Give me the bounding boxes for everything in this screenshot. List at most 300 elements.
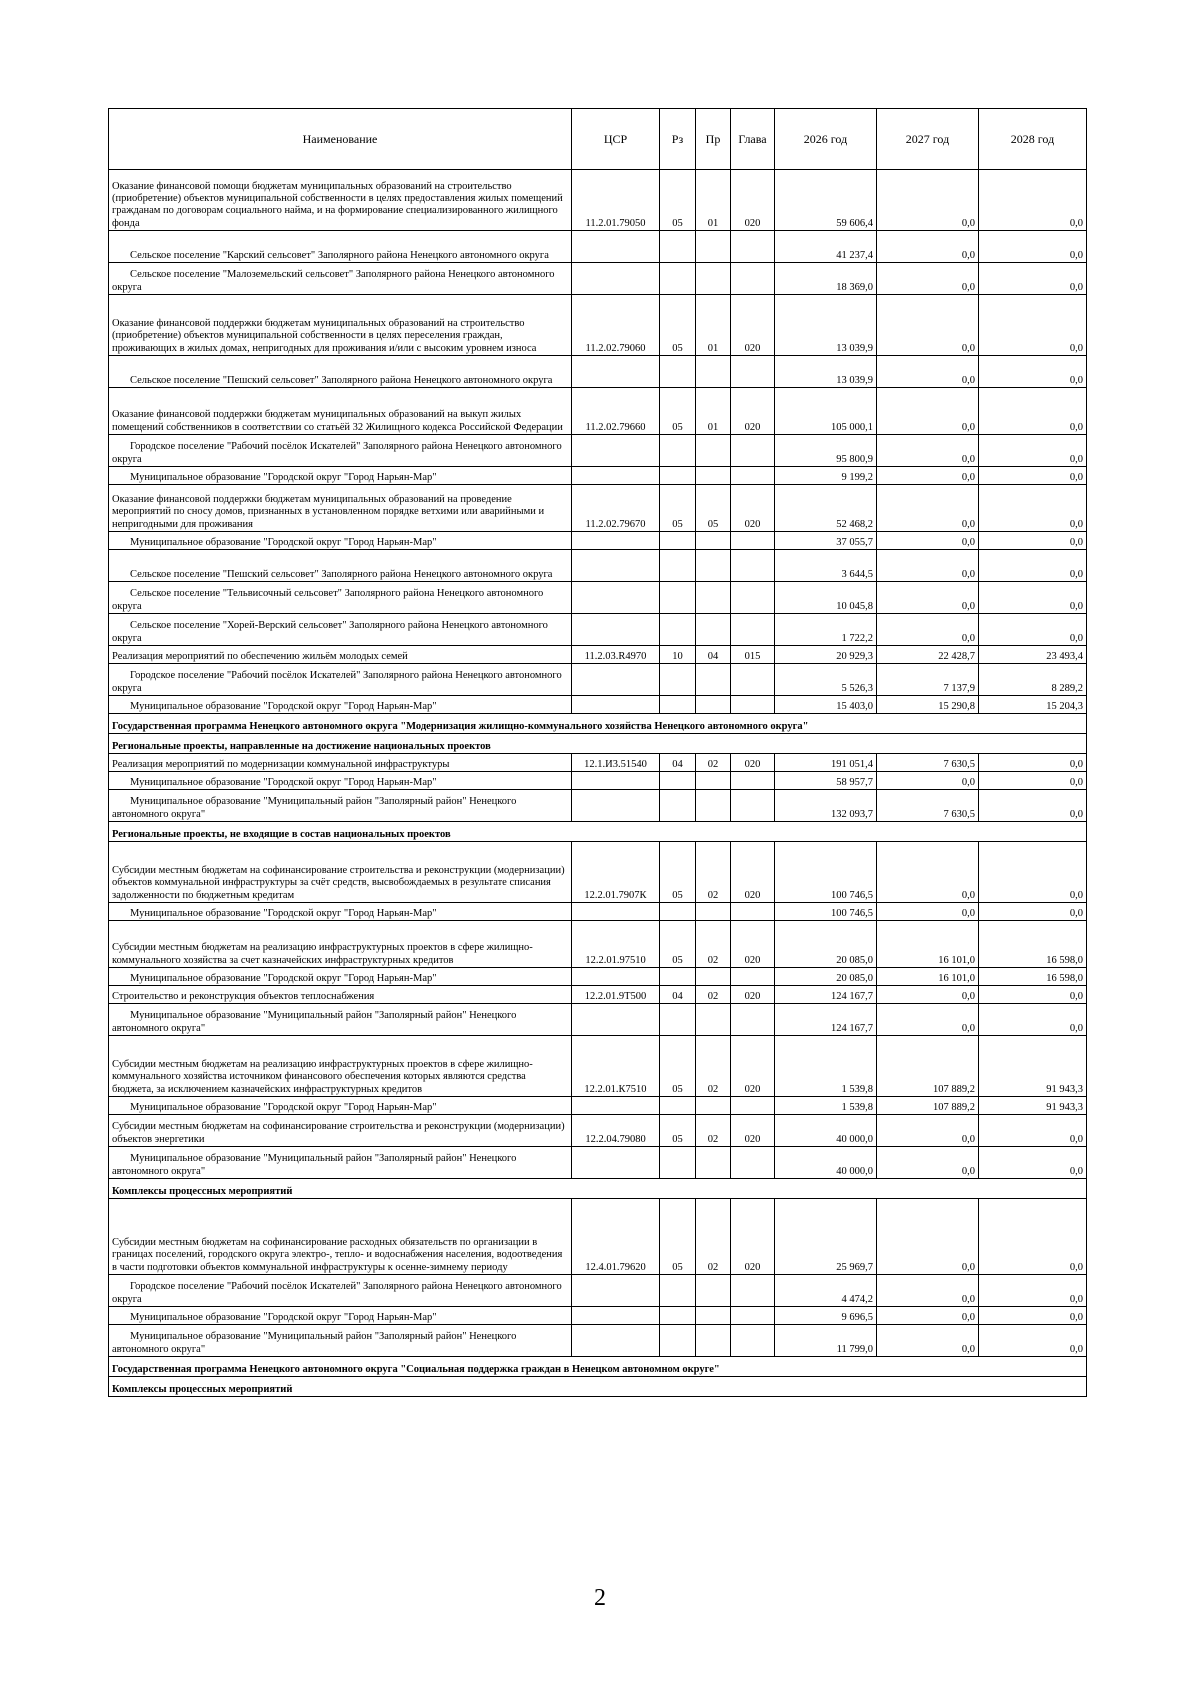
name-cell: Оказание финансовой помощи бюджетам муниципальных образований на строительство (приобретение) объектов муниципальной собственности в целях предоставления жилых помещений гражданам по договорам социального найма, и на формирование специализированного жилищного фонда <box>109 170 572 231</box>
name-cell: Муниципальное образование "Городской округ "Город Нарьян-Мар" <box>109 1097 572 1115</box>
rz-cell: 05 <box>660 295 696 356</box>
rz-cell: 10 <box>660 646 696 664</box>
csr-cell: 11.2.03.R4970 <box>572 646 660 664</box>
name-cell: Муниципальное образование "Муниципальный район "Заполярный район" Ненецкого автономного округа" <box>109 790 572 822</box>
csr-cell <box>572 1004 660 1036</box>
value-2026-cell: 37 055,7 <box>775 532 877 550</box>
name-cell: Городское поселение "Рабочий посёлок Искателей" Заполярного района Ненецкого автономного округа <box>109 1275 572 1307</box>
value-2028-cell: 0,0 <box>979 614 1087 646</box>
csr-cell <box>572 467 660 485</box>
rz-cell <box>660 664 696 696</box>
value-2028-cell: 0,0 <box>979 295 1087 356</box>
rz-cell <box>660 582 696 614</box>
value-2026-cell: 13 039,9 <box>775 295 877 356</box>
value-2026-cell: 95 800,9 <box>775 435 877 467</box>
value-2027-cell: 0,0 <box>877 435 979 467</box>
glava-cell: 020 <box>731 1036 775 1097</box>
value-2028-cell: 0,0 <box>979 263 1087 295</box>
csr-cell <box>572 903 660 921</box>
section-heading-row <box>109 1179 1087 1199</box>
value-2027-cell: 0,0 <box>877 356 979 388</box>
value-2028-cell: 0,0 <box>979 485 1087 532</box>
value-2026-cell: 1 722,2 <box>775 614 877 646</box>
value-2028-cell: 15 204,3 <box>979 696 1087 714</box>
value-2026-cell: 20 085,0 <box>775 968 877 986</box>
value-2026-cell: 105 000,1 <box>775 388 877 435</box>
value-2027-cell: 15 290,8 <box>877 696 979 714</box>
rz-cell <box>660 532 696 550</box>
value-2028-cell: 0,0 <box>979 435 1087 467</box>
rz-cell <box>660 467 696 485</box>
csr-cell <box>572 435 660 467</box>
csr-cell <box>572 614 660 646</box>
page-number: 2 <box>594 1585 606 1611</box>
glava-cell: 020 <box>731 921 775 968</box>
value-2028-cell: 0,0 <box>979 170 1087 231</box>
csr-cell <box>572 1325 660 1357</box>
value-2026-cell: 10 045,8 <box>775 582 877 614</box>
csr-cell: 12.2.01.97510 <box>572 921 660 968</box>
glava-cell: 020 <box>731 986 775 1004</box>
glava-cell <box>731 1307 775 1325</box>
value-2028-cell: 91 943,3 <box>979 1097 1087 1115</box>
pr-cell <box>696 903 731 921</box>
rz-cell <box>660 435 696 467</box>
rz-cell <box>660 968 696 986</box>
municipality-row <box>109 903 1087 921</box>
pr-cell <box>696 1097 731 1115</box>
glava-cell <box>731 772 775 790</box>
pr-cell: 02 <box>696 1115 731 1147</box>
value-2026-cell: 18 369,0 <box>775 263 877 295</box>
rz-cell: 05 <box>660 842 696 903</box>
name-cell: Муниципальное образование "Городской округ "Город Нарьян-Мар" <box>109 968 572 986</box>
name-cell: Сельское поселение "Пешский сельсовет" Заполярного района Ненецкого автономного округа <box>109 356 572 388</box>
value-2027-cell: 0,0 <box>877 614 979 646</box>
rz-cell: 05 <box>660 485 696 532</box>
value-2026-cell: 11 799,0 <box>775 1325 877 1357</box>
csr-cell <box>572 231 660 263</box>
value-2026-cell: 59 606,4 <box>775 170 877 231</box>
rz-cell <box>660 614 696 646</box>
expense-item-row <box>109 646 1087 664</box>
municipality-row <box>109 532 1087 550</box>
name-cell: Оказание финансовой поддержки бюджетам муниципальных образований на проведение мероприятий по сносу домов, признанных в установленном порядке ветхими или аварийными и непригодными для проживания <box>109 485 572 532</box>
csr-cell: 11.2.02.79670 <box>572 485 660 532</box>
glava-cell <box>731 1147 775 1179</box>
glava-cell <box>731 1097 775 1115</box>
section-heading-row <box>109 1357 1087 1377</box>
glava-cell <box>731 467 775 485</box>
rz-cell <box>660 1097 696 1115</box>
csr-cell <box>572 550 660 582</box>
rz-cell: 05 <box>660 1199 696 1275</box>
value-2027-cell: 22 428,7 <box>877 646 979 664</box>
csr-cell: 12.2.04.79080 <box>572 1115 660 1147</box>
municipality-row <box>109 1275 1087 1307</box>
rz-cell <box>660 550 696 582</box>
municipality-row <box>109 550 1087 582</box>
header-2027: 2027 год <box>877 109 979 170</box>
csr-cell <box>572 1097 660 1115</box>
glava-cell: 020 <box>731 295 775 356</box>
value-2026-cell: 13 039,9 <box>775 356 877 388</box>
value-2026-cell: 58 957,7 <box>775 772 877 790</box>
pr-cell <box>696 664 731 696</box>
pr-cell <box>696 550 731 582</box>
municipality-row <box>109 614 1087 646</box>
value-2027-cell: 0,0 <box>877 1004 979 1036</box>
pr-cell: 02 <box>696 842 731 903</box>
value-2026-cell: 40 000,0 <box>775 1115 877 1147</box>
rz-cell: 05 <box>660 921 696 968</box>
value-2027-cell: 16 101,0 <box>877 968 979 986</box>
value-2026-cell: 41 237,4 <box>775 231 877 263</box>
value-2026-cell: 52 468,2 <box>775 485 877 532</box>
pr-cell: 02 <box>696 1199 731 1275</box>
rz-cell <box>660 772 696 790</box>
section-heading-row <box>109 734 1087 754</box>
municipality-row <box>109 772 1087 790</box>
pr-cell <box>696 1004 731 1036</box>
pr-cell <box>696 263 731 295</box>
section-heading-row <box>109 714 1087 734</box>
value-2027-cell: 0,0 <box>877 772 979 790</box>
csr-cell <box>572 772 660 790</box>
pr-cell <box>696 1147 731 1179</box>
value-2026-cell: 20 085,0 <box>775 921 877 968</box>
glava-cell <box>731 903 775 921</box>
csr-cell: 11.2.02.79660 <box>572 388 660 435</box>
value-2028-cell: 8 289,2 <box>979 664 1087 696</box>
rz-cell <box>660 1325 696 1357</box>
name-cell: Субсидии местным бюджетам на софинансирование расходных обязательств по организации в границах поселений, городского округа электро-, тепло- и водоснабжения населения, водоотведения в части подготовки объектов коммунальной инфраструктуры к осенне-зимнему периоду <box>109 1199 572 1275</box>
rz-cell <box>660 790 696 822</box>
rz-cell: 05 <box>660 1036 696 1097</box>
name-cell: Реализация мероприятий по модернизации коммунальной инфраструктуры <box>109 754 572 772</box>
section-heading: Государственная программа Ненецкого автономного округа "Модернизация жилищно-коммунального хозяйства Ненецкого автономного округа" <box>109 714 1087 734</box>
table-body <box>109 170 1087 1397</box>
rz-cell: 04 <box>660 986 696 1004</box>
value-2027-cell: 0,0 <box>877 582 979 614</box>
municipality-row <box>109 467 1087 485</box>
pr-cell: 02 <box>696 921 731 968</box>
name-cell: Сельское поселение "Малоземельский сельсовет" Заполярного района Ненецкого автономного округа <box>109 263 572 295</box>
glava-cell: 020 <box>731 388 775 435</box>
value-2027-cell: 7 630,5 <box>877 754 979 772</box>
expense-item-row <box>109 921 1087 968</box>
value-2028-cell: 0,0 <box>979 356 1087 388</box>
pr-cell <box>696 790 731 822</box>
value-2028-cell: 0,0 <box>979 842 1087 903</box>
name-cell: Субсидии местным бюджетам на реализацию инфраструктурных проектов в сфере жилищно-коммунального хозяйства источником финансового обеспечения которых являются средства бюджета, за исключением казначейских инфраструктурных кредитов <box>109 1036 572 1097</box>
glava-cell <box>731 356 775 388</box>
name-cell: Муниципальное образование "Муниципальный район "Заполярный район" Ненецкого автономного округа" <box>109 1325 572 1357</box>
csr-cell <box>572 968 660 986</box>
expense-item-row <box>109 485 1087 532</box>
csr-cell <box>572 696 660 714</box>
glava-cell <box>731 582 775 614</box>
name-cell: Муниципальное образование "Городской округ "Город Нарьян-Мар" <box>109 903 572 921</box>
value-2028-cell: 0,0 <box>979 467 1087 485</box>
pr-cell: 02 <box>696 754 731 772</box>
expense-item-row <box>109 1199 1087 1275</box>
value-2028-cell: 0,0 <box>979 986 1087 1004</box>
municipality-row <box>109 790 1087 822</box>
name-cell: Муниципальное образование "Муниципальный район "Заполярный район" Ненецкого автономного округа" <box>109 1004 572 1036</box>
csr-cell: 12.2.01.9Т500 <box>572 986 660 1004</box>
header-csr: ЦСР <box>572 109 660 170</box>
value-2027-cell: 0,0 <box>877 842 979 903</box>
expense-item-row <box>109 754 1087 772</box>
value-2027-cell: 7 630,5 <box>877 790 979 822</box>
value-2026-cell: 124 167,7 <box>775 986 877 1004</box>
municipality-row <box>109 1147 1087 1179</box>
pr-cell: 01 <box>696 295 731 356</box>
rz-cell: 05 <box>660 170 696 231</box>
name-cell: Муниципальное образование "Муниципальный район "Заполярный район" Ненецкого автономного округа" <box>109 1147 572 1179</box>
value-2026-cell: 4 474,2 <box>775 1275 877 1307</box>
value-2027-cell: 0,0 <box>877 1307 979 1325</box>
name-cell: Оказание финансовой поддержки бюджетам муниципальных образований на строительство (приобретение) объектов муниципальной собственности в целях переселения граждан, проживающих в жилых домах, непригодных для проживания и/или с высоким уровнем износа <box>109 295 572 356</box>
municipality-row <box>109 356 1087 388</box>
csr-cell: 11.2.02.79060 <box>572 295 660 356</box>
rz-cell <box>660 1275 696 1307</box>
name-cell: Субсидии местным бюджетам на реализацию инфраструктурных проектов в сфере жилищно-коммунального хозяйства за счет казначейских инфраструктурных кредитов <box>109 921 572 968</box>
value-2027-cell: 0,0 <box>877 550 979 582</box>
value-2026-cell: 1 539,8 <box>775 1036 877 1097</box>
value-2026-cell: 40 000,0 <box>775 1147 877 1179</box>
name-cell: Муниципальное образование "Городской округ "Город Нарьян-Мар" <box>109 1307 572 1325</box>
value-2026-cell: 132 093,7 <box>775 790 877 822</box>
glava-cell <box>731 696 775 714</box>
value-2027-cell: 0,0 <box>877 1147 979 1179</box>
budget-table <box>108 108 1087 1397</box>
value-2027-cell: 0,0 <box>877 1325 979 1357</box>
rz-cell <box>660 696 696 714</box>
municipality-row <box>109 1307 1087 1325</box>
pr-cell: 02 <box>696 1036 731 1097</box>
pr-cell <box>696 614 731 646</box>
pr-cell <box>696 356 731 388</box>
value-2028-cell: 0,0 <box>979 388 1087 435</box>
value-2028-cell: 0,0 <box>979 1004 1087 1036</box>
municipality-row <box>109 1325 1087 1357</box>
value-2026-cell: 3 644,5 <box>775 550 877 582</box>
section-heading-row <box>109 1377 1087 1397</box>
rz-cell <box>660 231 696 263</box>
section-heading: Комплексы процессных мероприятий <box>109 1179 1087 1199</box>
value-2028-cell: 0,0 <box>979 1325 1087 1357</box>
expense-item-row <box>109 842 1087 903</box>
glava-cell <box>731 1004 775 1036</box>
value-2026-cell: 100 746,5 <box>775 903 877 921</box>
expense-item-row <box>109 1036 1087 1097</box>
csr-cell <box>572 532 660 550</box>
glava-cell <box>731 550 775 582</box>
glava-cell <box>731 664 775 696</box>
glava-cell <box>731 614 775 646</box>
value-2027-cell: 0,0 <box>877 295 979 356</box>
municipality-row <box>109 263 1087 295</box>
pr-cell <box>696 231 731 263</box>
value-2026-cell: 9 199,2 <box>775 467 877 485</box>
expense-item-row <box>109 295 1087 356</box>
glava-cell: 020 <box>731 170 775 231</box>
name-cell: Городское поселение "Рабочий посёлок Искателей" Заполярного района Ненецкого автономного округа <box>109 435 572 467</box>
name-cell: Муниципальное образование "Городской округ "Город Нарьян-Мар" <box>109 696 572 714</box>
rz-cell <box>660 1307 696 1325</box>
value-2027-cell: 16 101,0 <box>877 921 979 968</box>
expense-item-row <box>109 388 1087 435</box>
glava-cell <box>731 790 775 822</box>
name-cell: Муниципальное образование "Городской округ "Город Нарьян-Мар" <box>109 772 572 790</box>
pr-cell <box>696 435 731 467</box>
header-rz: Рз <box>660 109 696 170</box>
csr-cell <box>572 1307 660 1325</box>
value-2027-cell: 0,0 <box>877 1275 979 1307</box>
value-2028-cell: 16 598,0 <box>979 968 1087 986</box>
header-2028: 2028 год <box>979 109 1087 170</box>
municipality-row <box>109 582 1087 614</box>
value-2026-cell: 20 929,3 <box>775 646 877 664</box>
section-heading: Региональные проекты, не входящие в состав национальных проектов <box>109 822 1087 842</box>
name-cell: Муниципальное образование "Городской округ "Город Нарьян-Мар" <box>109 532 572 550</box>
csr-cell: 12.2.01.7907К <box>572 842 660 903</box>
municipality-row <box>109 1004 1087 1036</box>
value-2028-cell: 0,0 <box>979 550 1087 582</box>
header-pr: Пр <box>696 109 731 170</box>
value-2026-cell: 100 746,5 <box>775 842 877 903</box>
csr-cell: 12.4.01.79620 <box>572 1199 660 1275</box>
glava-cell <box>731 1275 775 1307</box>
municipality-row <box>109 435 1087 467</box>
glava-cell: 020 <box>731 842 775 903</box>
glava-cell: 020 <box>731 485 775 532</box>
municipality-row <box>109 968 1087 986</box>
value-2027-cell: 0,0 <box>877 263 979 295</box>
value-2026-cell: 25 969,7 <box>775 1199 877 1275</box>
glava-cell <box>731 1325 775 1357</box>
value-2028-cell: 0,0 <box>979 1147 1087 1179</box>
value-2026-cell: 124 167,7 <box>775 1004 877 1036</box>
rz-cell <box>660 356 696 388</box>
value-2027-cell: 107 889,2 <box>877 1036 979 1097</box>
value-2027-cell: 0,0 <box>877 532 979 550</box>
section-heading: Государственная программа Ненецкого автономного округа "Социальная поддержка граждан в Ненецком автономном округе" <box>109 1357 1087 1377</box>
name-cell: Реализация мероприятий по обеспечению жильём молодых семей <box>109 646 572 664</box>
pr-cell <box>696 1307 731 1325</box>
header-name: Наименование <box>109 109 572 170</box>
municipality-row <box>109 696 1087 714</box>
glava-cell: 020 <box>731 754 775 772</box>
glava-cell: 020 <box>731 1199 775 1275</box>
glava-cell <box>731 532 775 550</box>
name-cell: Сельское поселение "Пешский сельсовет" Заполярного района Ненецкого автономного округа <box>109 550 572 582</box>
name-cell: Сельское поселение "Хорей-Верский сельсовет" Заполярного района Ненецкого автономного округа <box>109 614 572 646</box>
value-2028-cell: 91 943,3 <box>979 1036 1087 1097</box>
value-2028-cell: 0,0 <box>979 772 1087 790</box>
rz-cell <box>660 263 696 295</box>
pr-cell <box>696 968 731 986</box>
pr-cell: 05 <box>696 485 731 532</box>
value-2028-cell: 0,0 <box>979 754 1087 772</box>
csr-cell <box>572 356 660 388</box>
value-2027-cell: 0,0 <box>877 485 979 532</box>
glava-cell: 020 <box>731 1115 775 1147</box>
header-glava: Глава <box>731 109 775 170</box>
value-2028-cell: 0,0 <box>979 582 1087 614</box>
csr-cell: 12.2.01.К7510 <box>572 1036 660 1097</box>
name-cell: Оказание финансовой поддержки бюджетам муниципальных образований на выкуп жилых помещений собственников в соответствии со статьёй 32 Жилищного кодекса Российской Федерации <box>109 388 572 435</box>
pr-cell: 04 <box>696 646 731 664</box>
name-cell: Муниципальное образование "Городской округ "Город Нарьян-Мар" <box>109 467 572 485</box>
rz-cell <box>660 1004 696 1036</box>
pr-cell <box>696 582 731 614</box>
glava-cell: 015 <box>731 646 775 664</box>
table-header-row <box>109 109 1087 170</box>
rz-cell <box>660 903 696 921</box>
value-2028-cell: 0,0 <box>979 1275 1087 1307</box>
value-2027-cell: 0,0 <box>877 903 979 921</box>
csr-cell <box>572 664 660 696</box>
pr-cell <box>696 1325 731 1357</box>
pr-cell <box>696 1275 731 1307</box>
municipality-row <box>109 664 1087 696</box>
name-cell: Городское поселение "Рабочий посёлок Искателей" Заполярного района Ненецкого автономного округа <box>109 664 572 696</box>
glava-cell <box>731 435 775 467</box>
expense-item-row <box>109 170 1087 231</box>
value-2028-cell: 0,0 <box>979 903 1087 921</box>
glava-cell <box>731 263 775 295</box>
municipality-row <box>109 231 1087 263</box>
name-cell: Сельское поселение "Тельвисочный сельсовет" Заполярного района Ненецкого автономного округа <box>109 582 572 614</box>
value-2027-cell: 0,0 <box>877 170 979 231</box>
rz-cell: 05 <box>660 388 696 435</box>
value-2028-cell: 0,0 <box>979 231 1087 263</box>
municipality-row <box>109 1097 1087 1115</box>
csr-cell: 12.1.И3.51540 <box>572 754 660 772</box>
pr-cell <box>696 467 731 485</box>
rz-cell: 04 <box>660 754 696 772</box>
csr-cell <box>572 263 660 295</box>
pr-cell: 01 <box>696 388 731 435</box>
value-2028-cell: 0,0 <box>979 1115 1087 1147</box>
pr-cell <box>696 772 731 790</box>
rz-cell <box>660 1147 696 1179</box>
name-cell: Субсидии местным бюджетам на софинансирование строительства и реконструкции (модернизации) объектов коммунальной инфраструктуры за счёт средств, высвобождаемых в результате списания задолженности по бюджетным кредитам <box>109 842 572 903</box>
pr-cell: 01 <box>696 170 731 231</box>
value-2027-cell: 0,0 <box>877 1115 979 1147</box>
value-2027-cell: 0,0 <box>877 388 979 435</box>
pr-cell <box>696 696 731 714</box>
csr-cell <box>572 1275 660 1307</box>
pr-cell: 02 <box>696 986 731 1004</box>
value-2027-cell: 0,0 <box>877 231 979 263</box>
value-2027-cell: 107 889,2 <box>877 1097 979 1115</box>
value-2027-cell: 0,0 <box>877 467 979 485</box>
value-2028-cell: 0,0 <box>979 790 1087 822</box>
name-cell: Строительство и реконструкция объектов теплоснабжения <box>109 986 572 1004</box>
expense-item-row <box>109 1115 1087 1147</box>
csr-cell <box>572 582 660 614</box>
rz-cell: 05 <box>660 1115 696 1147</box>
value-2026-cell: 15 403,0 <box>775 696 877 714</box>
csr-cell <box>572 1147 660 1179</box>
pr-cell <box>696 532 731 550</box>
value-2026-cell: 5 526,3 <box>775 664 877 696</box>
value-2027-cell: 7 137,9 <box>877 664 979 696</box>
